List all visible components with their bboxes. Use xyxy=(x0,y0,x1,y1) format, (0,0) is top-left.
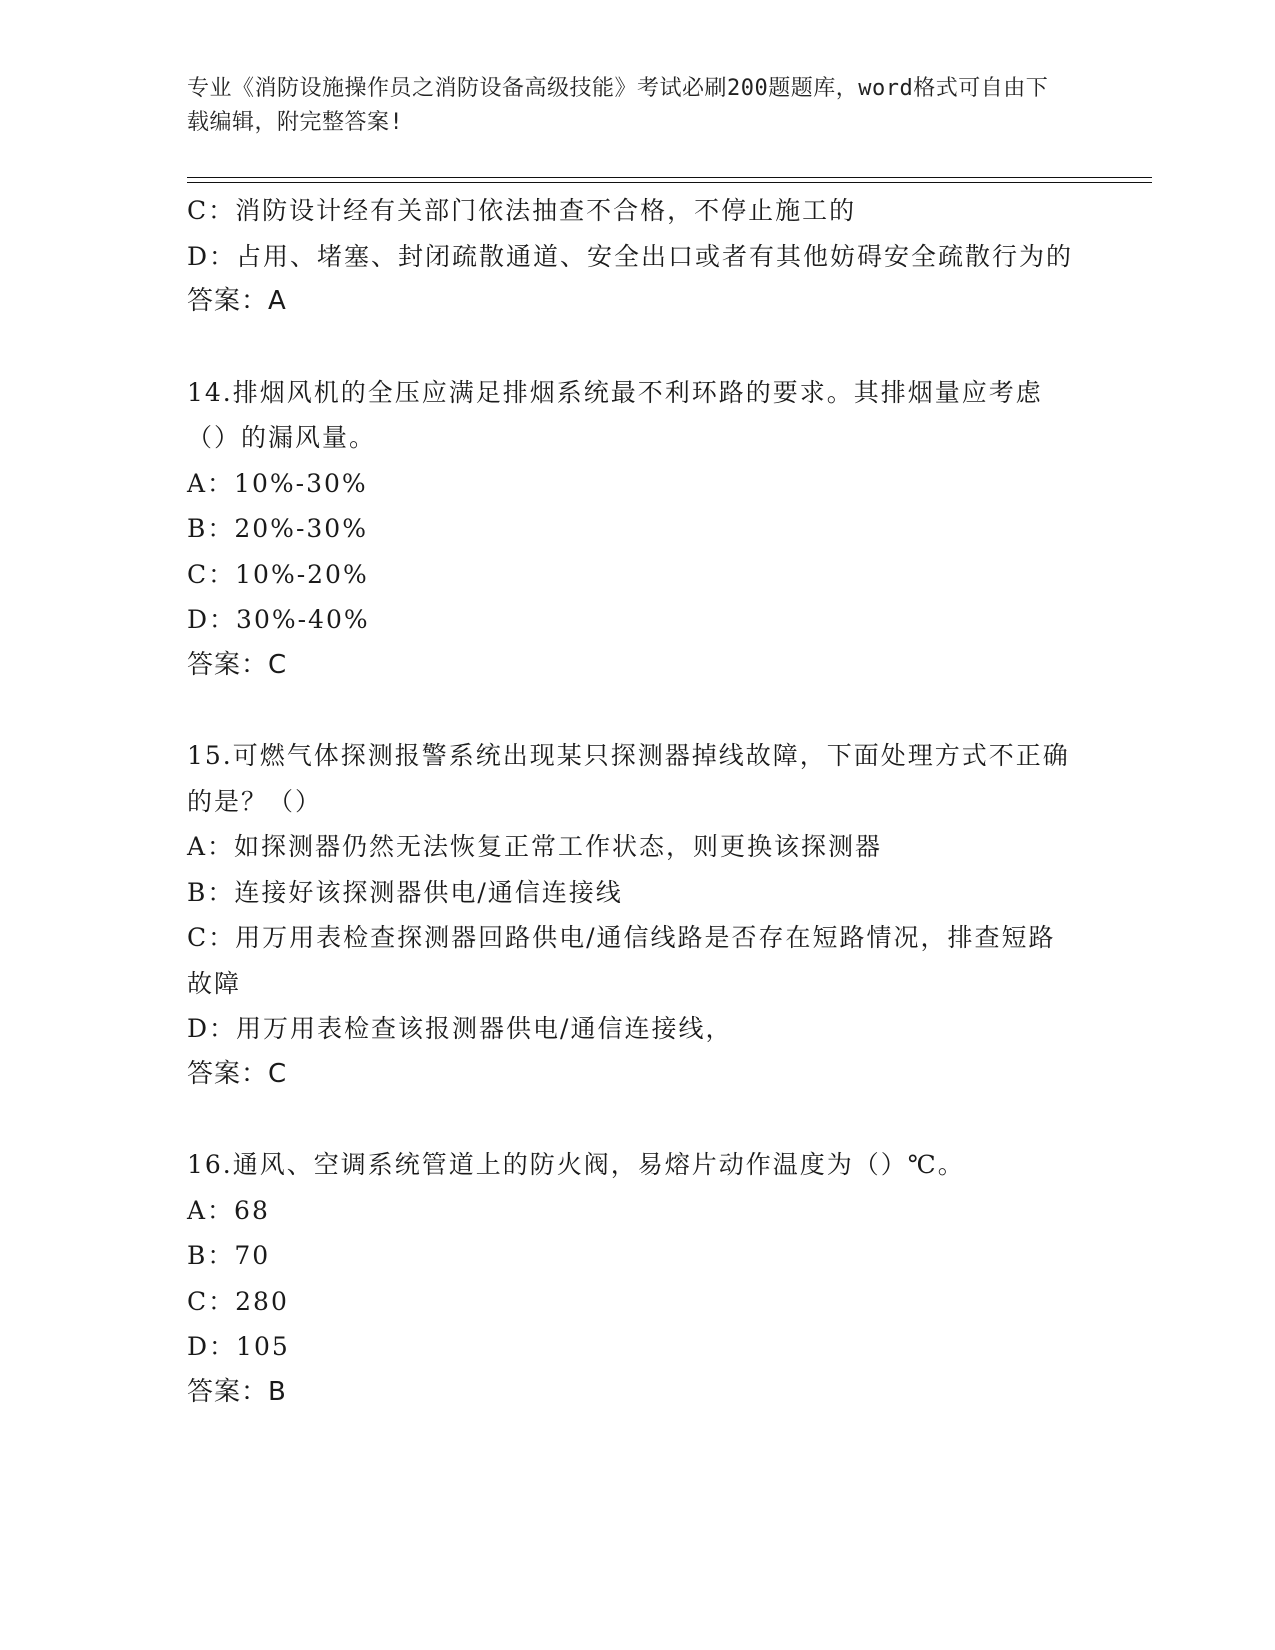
option-c: C：280 xyxy=(187,1286,289,1316)
question-stem: 15.可燃气体探测报警系统出现某只探测器掉线故障，下面处理方式不正确的是？（） xyxy=(187,741,1070,816)
header-divider-bottom xyxy=(187,182,1152,183)
option-c: C：10%-20% xyxy=(187,559,369,589)
option-d: D：105 xyxy=(187,1332,290,1361)
question-13-tail xyxy=(187,188,1077,325)
answer: 答案：A xyxy=(187,286,287,316)
question-list xyxy=(187,188,1077,1415)
question-stem: 14.排烟风机的全压应满足排烟系统最不利环路的要求。其排烟量应考虑（）的漏风量。 xyxy=(187,377,1043,452)
question-16 xyxy=(187,1142,1077,1415)
header-divider-top xyxy=(187,177,1152,178)
question-14 xyxy=(187,370,1077,689)
option-a: A：10%-30% xyxy=(187,468,368,498)
option-a: A：68 xyxy=(187,1195,270,1225)
option-b: B：20%-30% xyxy=(187,514,368,543)
option-b: B：连接好该探测器供电/通信连接线 xyxy=(187,877,623,907)
option-a: A：如探测器仍然无法恢复正常工作状态，则更换该探测器 xyxy=(187,832,883,861)
option-d: D：占用、堵塞、封闭疏散通道、安全出口或者有其他妨碍安全疏散行为的 xyxy=(187,241,1074,271)
option-c: C：用万用表检查探测器回路供电/通信线路是否存在短路情况，排查短路故障 xyxy=(187,923,1056,998)
spacer xyxy=(187,688,1077,733)
spacer xyxy=(187,1097,1077,1142)
option-d: D：30%-40% xyxy=(187,605,370,634)
answer: 答案：C xyxy=(187,649,288,680)
question-15 xyxy=(187,733,1077,1097)
spacer xyxy=(187,325,1077,370)
question-stem: 16.通风、空调系统管道上的防火阀，易熔片动作温度为（）℃。 xyxy=(187,1150,965,1179)
option-b: B：70 xyxy=(187,1241,271,1270)
answer: 答案：C xyxy=(187,1058,288,1089)
option-d: D：用万用表检查该报测器供电/通信连接线， xyxy=(187,1014,733,1043)
page-header: 专业《消防设施操作员之消防设备高级技能》考试必刷200题题库，word格式可自由下载编辑，附完整答案! xyxy=(187,76,1049,135)
option-c: C：消防设计经有关部门依法抽查不合格，不停止施工的 xyxy=(187,196,857,225)
answer: 答案：B xyxy=(187,1376,287,1407)
